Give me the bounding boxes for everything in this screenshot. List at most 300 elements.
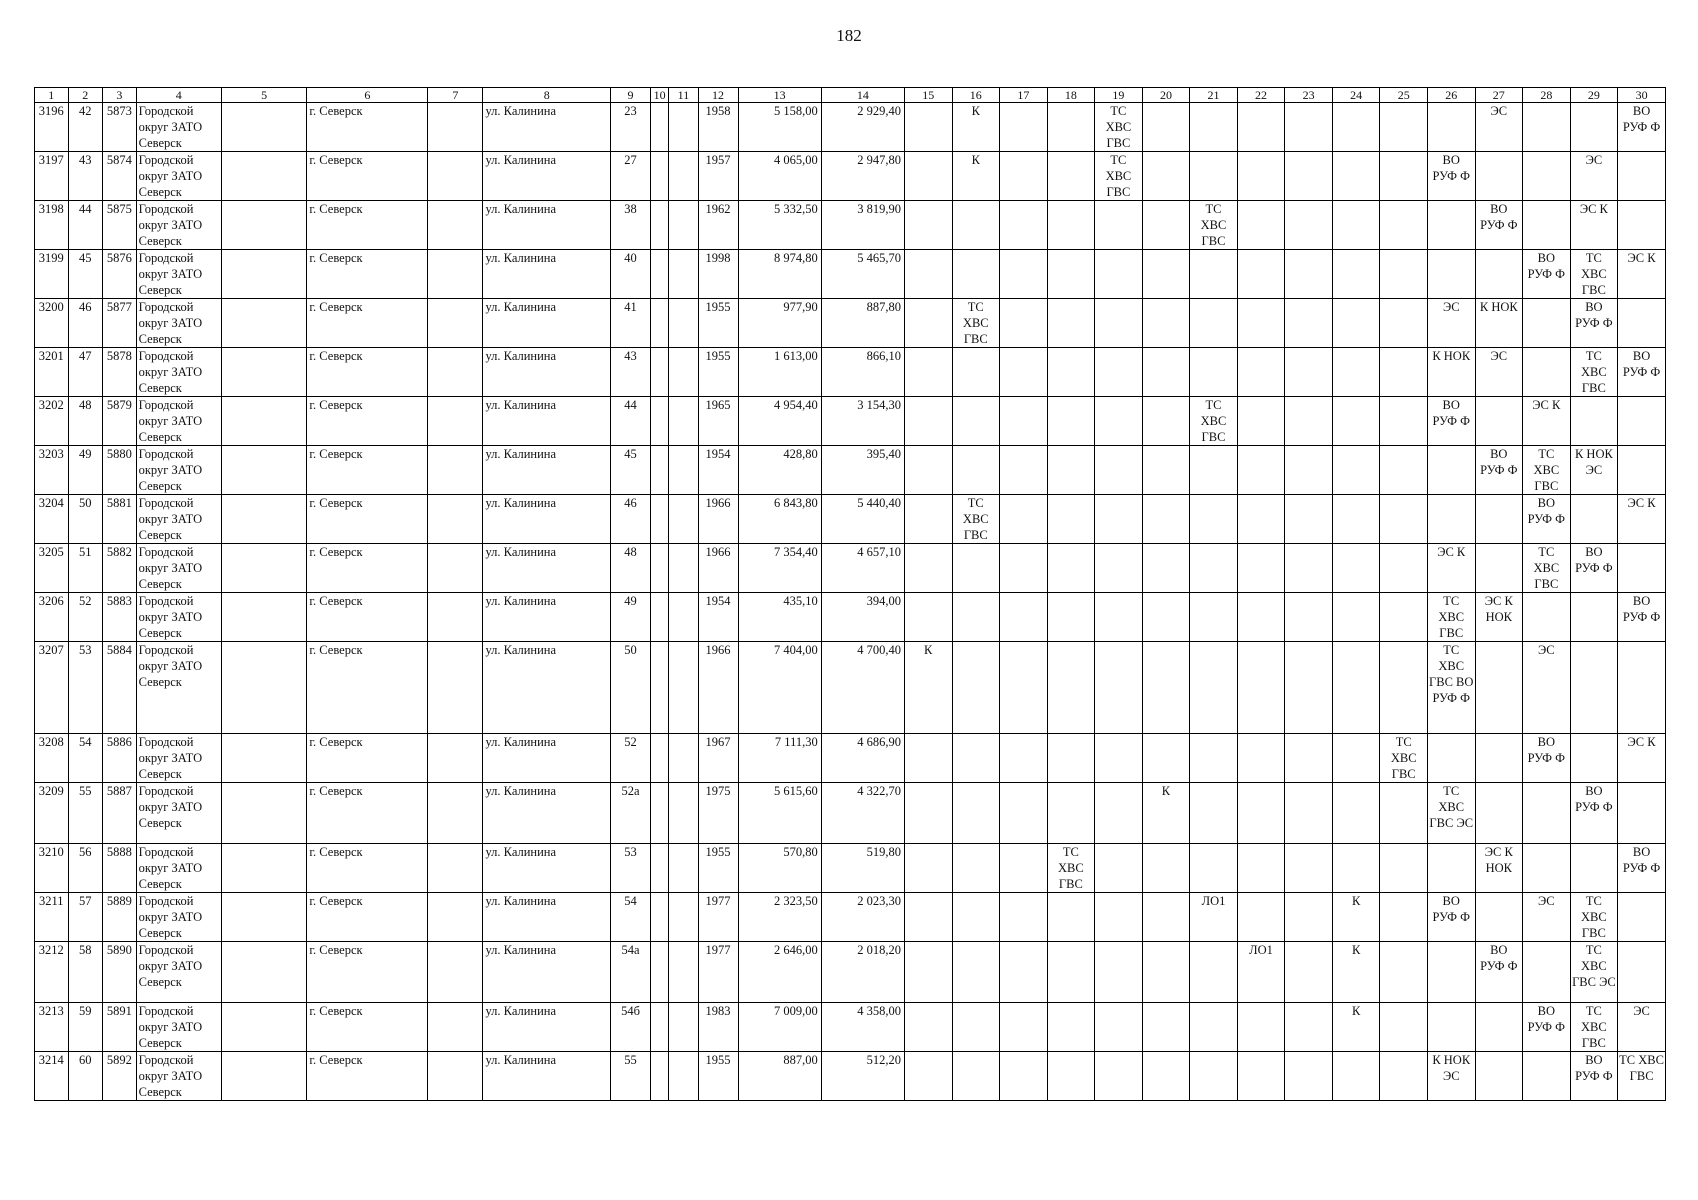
cell-col-11 [669,299,698,348]
cell-col-12: 1967 [698,734,738,783]
cell-col-12: 1957 [698,152,738,201]
cell-col-12: 1955 [698,1052,738,1101]
cell-col-16: ТС ХВС ГВС [952,495,1000,544]
cell-col-23 [1285,593,1333,642]
cell-col-24 [1332,1052,1380,1101]
cell-col-22 [1237,495,1285,544]
cell-col-29 [1570,593,1618,642]
cell-col-2: 56 [68,844,103,893]
cell-col-1: 3205 [35,544,69,593]
cell-col-29: К НОК ЭС [1570,446,1618,495]
cell-col-6: г. Северск [307,348,428,397]
cell-col-15 [904,783,952,844]
cell-col-17 [1000,446,1048,495]
cell-col-16 [952,1003,1000,1052]
cell-col-18 [1047,544,1095,593]
cell-col-14: 2 023,30 [821,893,904,942]
cell-col-23 [1285,299,1333,348]
cell-col-10 [651,642,669,734]
cell-col-24 [1332,783,1380,844]
cell-col-9: 43 [611,348,651,397]
cell-col-25 [1380,1052,1428,1101]
cell-col-13: 5 332,50 [738,201,821,250]
cell-col-27 [1475,495,1523,544]
cell-col-14: 395,40 [821,446,904,495]
cell-col-2: 55 [68,783,103,844]
cell-col-29 [1570,495,1618,544]
cell-col-7 [428,446,483,495]
cell-col-21 [1190,446,1238,495]
cell-col-15 [904,250,952,299]
cell-col-2: 60 [68,1052,103,1101]
cell-col-19 [1095,893,1143,942]
cell-col-5 [221,642,306,734]
cell-col-16 [952,642,1000,734]
cell-col-30 [1618,893,1666,942]
cell-col-1: 3204 [35,495,69,544]
cell-col-27: ЭС [1475,103,1523,152]
cell-col-19 [1095,348,1143,397]
cell-col-17 [1000,783,1048,844]
cell-col-27 [1475,544,1523,593]
cell-col-3: 5886 [103,734,137,783]
cell-col-29 [1570,103,1618,152]
cell-col-19 [1095,942,1143,1003]
cell-col-3: 5878 [103,348,137,397]
cell-col-6: г. Северск [307,942,428,1003]
cell-col-30 [1618,299,1666,348]
cell-col-2: 49 [68,446,103,495]
cell-col-29: ВО РУФ Ф [1570,783,1618,844]
cell-col-26: ЭС К [1427,544,1475,593]
cell-col-23 [1285,495,1333,544]
cell-col-18 [1047,1003,1095,1052]
cell-col-3: 5877 [103,299,137,348]
cell-col-12: 1998 [698,250,738,299]
cell-col-14: 5 440,40 [821,495,904,544]
cell-col-28 [1523,942,1571,1003]
cell-col-16 [952,844,1000,893]
column-number-9: 9 [611,88,651,103]
cell-col-30: ВО РУФ Ф [1618,844,1666,893]
cell-col-8: ул. Калинина [483,446,611,495]
cell-col-13: 977,90 [738,299,821,348]
cell-col-20 [1142,1052,1190,1101]
cell-col-18 [1047,201,1095,250]
cell-col-16: К [952,103,1000,152]
cell-col-7 [428,1052,483,1101]
cell-col-7 [428,250,483,299]
cell-col-16 [952,250,1000,299]
cell-col-4: Городской округ ЗАТО Северск [136,783,221,844]
cell-col-25 [1380,893,1428,942]
cell-col-22 [1237,152,1285,201]
cell-col-8: ул. Калинина [483,734,611,783]
cell-col-3: 5873 [103,103,137,152]
cell-col-10 [651,201,669,250]
cell-col-24 [1332,397,1380,446]
cell-col-15 [904,893,952,942]
cell-col-5 [221,1003,306,1052]
cell-col-27: ВО РУФ Ф [1475,201,1523,250]
cell-col-12: 1954 [698,593,738,642]
cell-col-24: К [1332,942,1380,1003]
cell-col-14: 2 929,40 [821,103,904,152]
cell-col-9: 54а [611,942,651,1003]
cell-col-9: 27 [611,152,651,201]
page-number: 182 [836,26,862,45]
cell-col-7 [428,544,483,593]
cell-col-28: ВО РУФ Ф [1523,1003,1571,1052]
cell-col-24 [1332,201,1380,250]
cell-col-19 [1095,544,1143,593]
cell-col-7 [428,348,483,397]
cell-col-20 [1142,299,1190,348]
cell-col-15 [904,844,952,893]
cell-col-26 [1427,844,1475,893]
cell-col-1: 3201 [35,348,69,397]
cell-col-10 [651,103,669,152]
cell-col-13: 7 009,00 [738,1003,821,1052]
cell-col-28 [1523,783,1571,844]
cell-col-11 [669,103,698,152]
cell-col-29: ТС ХВС ГВС ЭС [1570,942,1618,1003]
cell-col-6: г. Северск [307,734,428,783]
column-number-22: 22 [1237,88,1285,103]
column-number-26: 26 [1427,88,1475,103]
cell-col-7 [428,844,483,893]
cell-col-24 [1332,103,1380,152]
cell-col-10 [651,397,669,446]
cell-col-9: 52а [611,783,651,844]
cell-col-22 [1237,1052,1285,1101]
table-row [35,593,1666,642]
cell-col-10 [651,495,669,544]
table-row [35,642,1666,734]
column-number-29: 29 [1570,88,1618,103]
cell-col-15 [904,544,952,593]
cell-col-14: 394,00 [821,593,904,642]
cell-col-7 [428,783,483,844]
cell-col-28 [1523,299,1571,348]
cell-col-23 [1285,1003,1333,1052]
cell-col-4: Городской округ ЗАТО Северск [136,103,221,152]
cell-col-22 [1237,446,1285,495]
cell-col-15 [904,1003,952,1052]
cell-col-28: ЭС К [1523,397,1571,446]
cell-col-5 [221,783,306,844]
cell-col-7 [428,942,483,1003]
column-number-15: 15 [904,88,952,103]
cell-col-13: 8 974,80 [738,250,821,299]
cell-col-26: ВО РУФ Ф [1427,152,1475,201]
cell-col-12: 1977 [698,893,738,942]
table-row [35,1003,1666,1052]
cell-col-21: ТС ХВС ГВС [1190,201,1238,250]
cell-col-15 [904,299,952,348]
cell-col-28: ТС ХВС ГВС [1523,446,1571,495]
cell-col-13: 7 111,30 [738,734,821,783]
cell-col-19 [1095,397,1143,446]
cell-col-20 [1142,201,1190,250]
cell-col-18 [1047,250,1095,299]
cell-col-5 [221,446,306,495]
cell-col-12: 1975 [698,783,738,844]
cell-col-24 [1332,544,1380,593]
cell-col-5 [221,844,306,893]
cell-col-23 [1285,1052,1333,1101]
cell-col-25 [1380,201,1428,250]
cell-col-8: ул. Калинина [483,593,611,642]
cell-col-3: 5879 [103,397,137,446]
cell-col-1: 3197 [35,152,69,201]
cell-col-4: Городской округ ЗАТО Северск [136,397,221,446]
cell-col-13: 4 065,00 [738,152,821,201]
cell-col-29: ВО РУФ Ф [1570,299,1618,348]
cell-col-30: ЭС [1618,1003,1666,1052]
cell-col-29: ТС ХВС ГВС [1570,1003,1618,1052]
cell-col-21 [1190,348,1238,397]
cell-col-2: 46 [68,299,103,348]
cell-col-9: 50 [611,642,651,734]
cell-col-13: 6 843,80 [738,495,821,544]
cell-col-28 [1523,201,1571,250]
cell-col-18 [1047,495,1095,544]
cell-col-24 [1332,642,1380,734]
cell-col-15 [904,103,952,152]
cell-col-28 [1523,1052,1571,1101]
cell-col-14: 4 686,90 [821,734,904,783]
cell-col-14: 4 358,00 [821,1003,904,1052]
cell-col-12: 1954 [698,446,738,495]
cell-col-5 [221,201,306,250]
cell-col-26 [1427,250,1475,299]
cell-col-6: г. Северск [307,893,428,942]
cell-col-13: 7 354,40 [738,544,821,593]
table-row [35,250,1666,299]
cell-col-23 [1285,642,1333,734]
cell-col-17 [1000,397,1048,446]
cell-col-20 [1142,544,1190,593]
cell-col-27: ЭС К НОК [1475,844,1523,893]
cell-col-25 [1380,642,1428,734]
cell-col-18 [1047,103,1095,152]
cell-col-14: 519,80 [821,844,904,893]
column-number-20: 20 [1142,88,1190,103]
cell-col-3: 5875 [103,201,137,250]
cell-col-5 [221,1052,306,1101]
cell-col-24: К [1332,893,1380,942]
cell-col-13: 435,10 [738,593,821,642]
cell-col-19 [1095,1003,1143,1052]
cell-col-5 [221,942,306,1003]
cell-col-10 [651,734,669,783]
cell-col-1: 3207 [35,642,69,734]
cell-col-13: 5 615,60 [738,783,821,844]
cell-col-24 [1332,250,1380,299]
cell-col-30: ТС ХВС ГВС [1618,1052,1666,1101]
cell-col-16 [952,734,1000,783]
cell-col-30: ЭС К [1618,250,1666,299]
cell-col-8: ул. Калинина [483,348,611,397]
cell-col-20 [1142,893,1190,942]
cell-col-18 [1047,942,1095,1003]
cell-col-14: 5 465,70 [821,250,904,299]
cell-col-25 [1380,593,1428,642]
cell-col-6: г. Северск [307,103,428,152]
cell-col-2: 44 [68,201,103,250]
cell-col-3: 5884 [103,642,137,734]
cell-col-16 [952,593,1000,642]
cell-col-23 [1285,544,1333,593]
cell-col-12: 1958 [698,103,738,152]
cell-col-12: 1977 [698,942,738,1003]
cell-col-21 [1190,103,1238,152]
cell-col-25 [1380,250,1428,299]
cell-col-4: Городской округ ЗАТО Северск [136,642,221,734]
cell-col-11 [669,348,698,397]
cell-col-15 [904,593,952,642]
cell-col-30 [1618,397,1666,446]
cell-col-30 [1618,942,1666,1003]
cell-col-20 [1142,446,1190,495]
cell-col-6: г. Северск [307,642,428,734]
cell-col-28 [1523,103,1571,152]
cell-col-29 [1570,397,1618,446]
cell-col-28: ТС ХВС ГВС [1523,544,1571,593]
cell-col-3: 5874 [103,152,137,201]
cell-col-4: Городской округ ЗАТО Северск [136,893,221,942]
cell-col-26 [1427,734,1475,783]
cell-col-13: 4 954,40 [738,397,821,446]
cell-col-2: 48 [68,397,103,446]
cell-col-19 [1095,642,1143,734]
cell-col-25 [1380,783,1428,844]
cell-col-10 [651,844,669,893]
cell-col-19 [1095,734,1143,783]
cell-col-9: 54 [611,893,651,942]
cell-col-18 [1047,783,1095,844]
cell-col-23 [1285,783,1333,844]
cell-col-30 [1618,642,1666,734]
cell-col-15 [904,348,952,397]
cell-col-3: 5889 [103,893,137,942]
cell-col-17 [1000,152,1048,201]
cell-col-8: ул. Калинина [483,299,611,348]
cell-col-17 [1000,201,1048,250]
cell-col-27 [1475,397,1523,446]
cell-col-15 [904,495,952,544]
cell-col-19 [1095,201,1143,250]
cell-col-22: ЛО1 [1237,942,1285,1003]
cell-col-22 [1237,844,1285,893]
cell-col-21 [1190,783,1238,844]
cell-col-18 [1047,593,1095,642]
cell-col-4: Городской округ ЗАТО Северск [136,844,221,893]
cell-col-17 [1000,348,1048,397]
cell-col-10 [651,299,669,348]
cell-col-8: ул. Калинина [483,844,611,893]
cell-col-23 [1285,201,1333,250]
cell-col-16 [952,397,1000,446]
cell-col-6: г. Северск [307,844,428,893]
cell-col-19 [1095,783,1143,844]
cell-col-6: г. Северск [307,250,428,299]
cell-col-10 [651,1003,669,1052]
cell-col-16 [952,544,1000,593]
cell-col-17 [1000,893,1048,942]
cell-col-27 [1475,783,1523,844]
cell-col-7 [428,1003,483,1052]
cell-col-7 [428,152,483,201]
cell-col-17 [1000,593,1048,642]
cell-col-27 [1475,1052,1523,1101]
cell-col-29 [1570,734,1618,783]
cell-col-30: ЭС К [1618,734,1666,783]
cell-col-9: 53 [611,844,651,893]
cell-col-21 [1190,495,1238,544]
cell-col-21 [1190,544,1238,593]
cell-col-25 [1380,1003,1428,1052]
cell-col-28: ВО РУФ Ф [1523,250,1571,299]
cell-col-6: г. Северск [307,1052,428,1101]
cell-col-27 [1475,250,1523,299]
column-number-21: 21 [1190,88,1238,103]
table-row [35,103,1666,152]
cell-col-9: 23 [611,103,651,152]
column-number-18: 18 [1047,88,1095,103]
table-row [35,397,1666,446]
cell-col-24: К [1332,1003,1380,1052]
cell-col-12: 1955 [698,299,738,348]
cell-col-22 [1237,103,1285,152]
cell-col-8: ул. Калинина [483,103,611,152]
cell-col-9: 40 [611,250,651,299]
cell-col-1: 3202 [35,397,69,446]
cell-col-18 [1047,734,1095,783]
cell-col-28 [1523,844,1571,893]
cell-col-1: 3203 [35,446,69,495]
cell-col-20 [1142,348,1190,397]
cell-col-9: 41 [611,299,651,348]
cell-col-25 [1380,942,1428,1003]
cell-col-3: 5890 [103,942,137,1003]
cell-col-22 [1237,642,1285,734]
cell-col-17 [1000,642,1048,734]
cell-col-5 [221,734,306,783]
cell-col-12: 1966 [698,642,738,734]
cell-col-29 [1570,844,1618,893]
cell-col-10 [651,446,669,495]
cell-col-2: 53 [68,642,103,734]
cell-col-7 [428,299,483,348]
cell-col-4: Городской округ ЗАТО Северск [136,1052,221,1101]
cell-col-13: 428,80 [738,446,821,495]
cell-col-7 [428,201,483,250]
cell-col-28 [1523,152,1571,201]
cell-col-3: 5882 [103,544,137,593]
cell-col-19 [1095,844,1143,893]
cell-col-17 [1000,495,1048,544]
cell-col-28: ВО РУФ Ф [1523,495,1571,544]
cell-col-18 [1047,299,1095,348]
cell-col-25 [1380,544,1428,593]
cell-col-12: 1966 [698,495,738,544]
cell-col-11 [669,893,698,942]
column-number-25: 25 [1380,88,1428,103]
cell-col-22 [1237,544,1285,593]
cell-col-25: ТС ХВС ГВС [1380,734,1428,783]
